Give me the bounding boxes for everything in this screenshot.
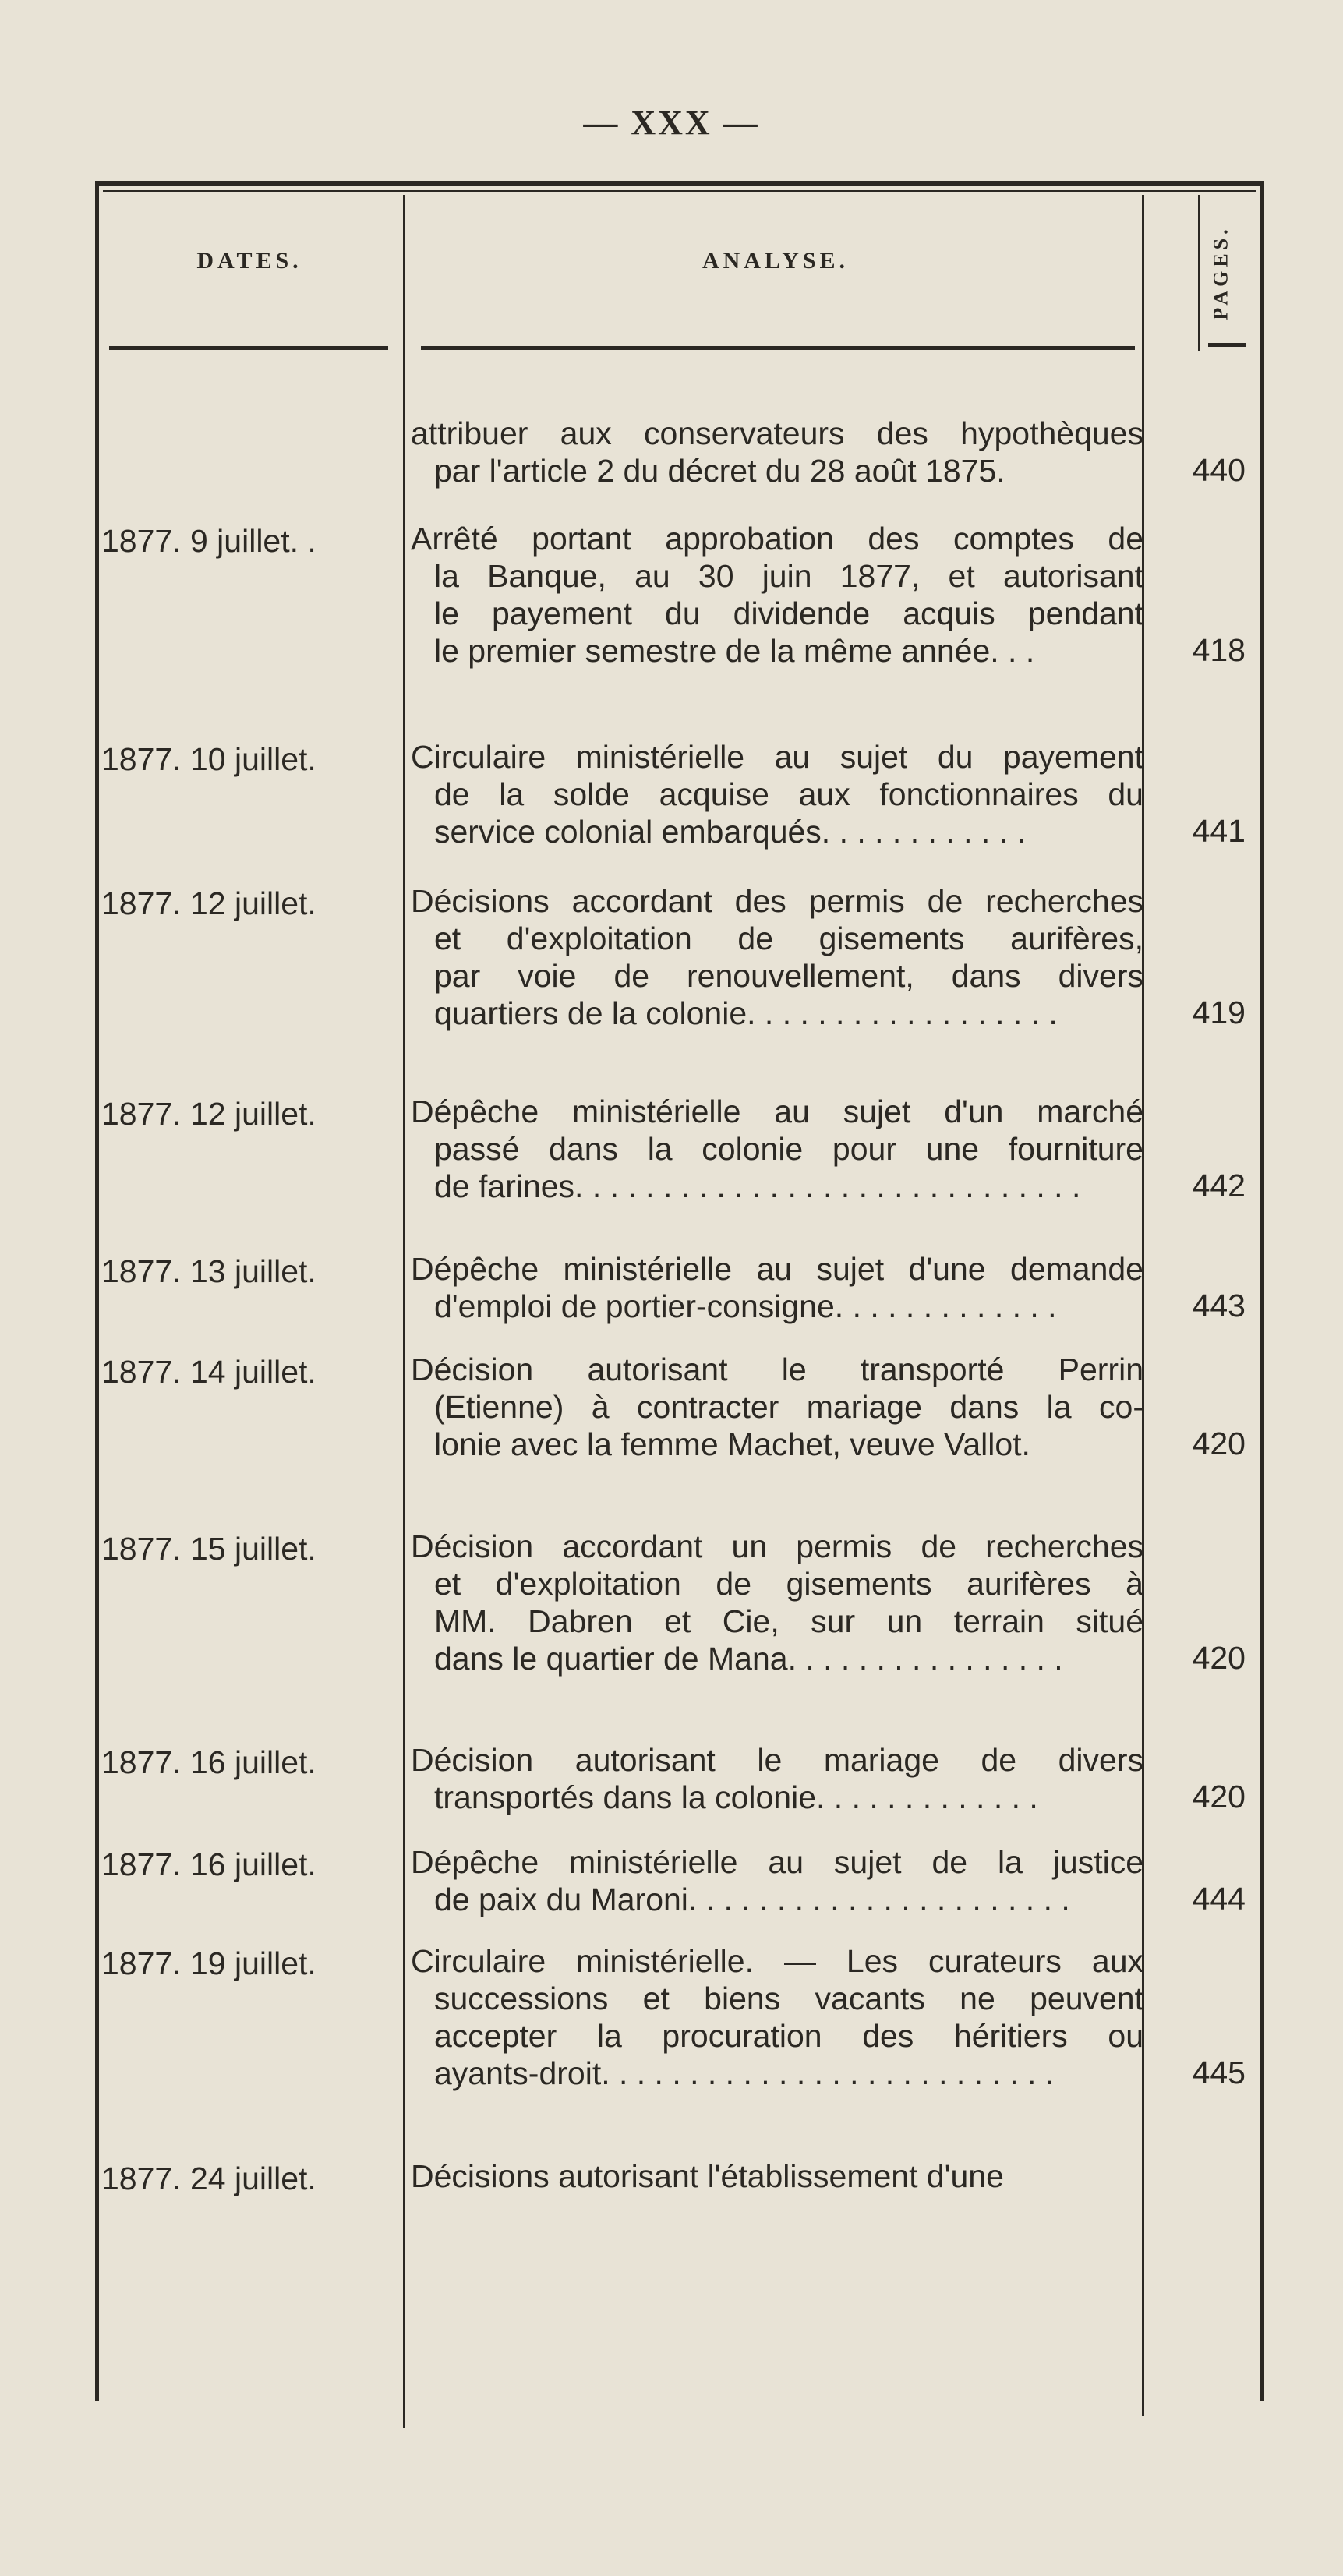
analysis-line: attribuer aux conservateurs des hypothèques bbox=[411, 415, 1143, 451]
entry-analysis bbox=[411, 882, 1143, 1032]
analysis-line: successions et biens vacants ne peuvent bbox=[434, 1981, 1143, 2016]
analysis-line: ayants-droit. . . . . . . . . . . . . . . . . . . . . . . . . . bbox=[434, 2055, 1055, 2091]
analysis-line: de farines. . . . . . . . . . . . . . . . . . . . . . . . . . . . . bbox=[434, 1168, 1081, 1204]
analysis-line: Décisions autorisant l'établissement d'une bbox=[411, 2158, 1004, 2194]
entry-analysis bbox=[411, 1528, 1143, 1677]
analysis-line: de la solde acquise aux fonctionnaires du bbox=[434, 776, 1143, 812]
analysis-line: (Etienne) à contracter mariage dans la co- bbox=[434, 1389, 1143, 1425]
entry-page: 444 bbox=[1192, 1881, 1246, 1917]
analysis-line: le premier semestre de la même année. . . bbox=[434, 633, 1035, 669]
analysis-line: Circulaire ministérielle. — Les curateurs aux bbox=[411, 1943, 1143, 1979]
analysis-line: dans le quartier de Mana. . . . . . . . . . . . . . . . bbox=[434, 1641, 1063, 1677]
entry-page: 420 bbox=[1192, 1640, 1246, 1676]
header-analyse: ANALYSE. bbox=[702, 248, 850, 274]
entry-page: 440 bbox=[1192, 452, 1246, 488]
entry-date: 1877. 16 juillet. bbox=[101, 1846, 316, 1882]
header-rule-analyse bbox=[421, 346, 1135, 350]
analysis-line: le payement du dividende acquis pendant bbox=[434, 595, 1143, 631]
analysis-line: lonie avec la femme Machet, veuve Vallot. bbox=[434, 1426, 1030, 1462]
entry-analysis bbox=[411, 2157, 1143, 2195]
analysis-line: Décision autorisant le mariage de divers bbox=[411, 1742, 1143, 1778]
entry-page: 420 bbox=[1192, 1426, 1246, 1461]
analysis-line: Circulaire ministérielle au sujet du payement bbox=[411, 739, 1143, 775]
header-pages: PAGES. bbox=[1210, 225, 1233, 320]
entry-page: 420 bbox=[1192, 1779, 1246, 1815]
analysis-line: par voie de renouvellement, dans divers bbox=[434, 958, 1143, 994]
analysis-line: MM. Dabren et Cie, sur un terrain situé bbox=[434, 1603, 1143, 1639]
entry-date: 1877. 13 juillet. bbox=[101, 1253, 316, 1289]
entry-analysis bbox=[411, 520, 1143, 670]
analysis-line: Décisions accordant des permis de recherches bbox=[411, 883, 1143, 919]
header-dates: DATES. bbox=[196, 248, 302, 274]
entry-analysis bbox=[411, 738, 1143, 850]
entry-analysis bbox=[411, 415, 1143, 489]
analysis-line: Décision autorisant le transporté Perrin bbox=[411, 1352, 1143, 1387]
entry-date: 1877. 14 juillet. bbox=[101, 1354, 316, 1390]
entry-date: 1877. 9 juillet. . bbox=[101, 523, 316, 559]
analysis-line: Dépêche ministérielle au sujet d'une demande bbox=[411, 1251, 1143, 1287]
entry-date: 1877. 15 juillet. bbox=[101, 1531, 316, 1567]
column-divider-dates bbox=[403, 195, 405, 2428]
entry-analysis bbox=[411, 1250, 1143, 1325]
analysis-line: Décision accordant un permis de recherches bbox=[411, 1528, 1143, 1564]
entry-date: 1877. 12 juillet. bbox=[101, 1096, 316, 1132]
analysis-line: transportés dans la colonie. . . . . . . . . . . . . bbox=[434, 1779, 1038, 1815]
analysis-line: de paix du Maroni. . . . . . . . . . . . . . . . . . . . . . bbox=[434, 1882, 1070, 1917]
entry-page: 445 bbox=[1192, 2055, 1246, 2090]
analysis-line: d'emploi de portier-consigne. . . . . . . . . . . . . bbox=[434, 1288, 1057, 1324]
analysis-line: service colonial embarqués. . . . . . . . . . . . bbox=[434, 814, 1026, 850]
analysis-line: et d'exploitation de gisements aurifères à bbox=[434, 1566, 1143, 1602]
entry-analysis bbox=[411, 1843, 1143, 1918]
analysis-line: Arrêté portant approbation des comptes de bbox=[411, 521, 1143, 557]
entry-analysis bbox=[411, 1093, 1143, 1205]
page-number: — XXX — bbox=[583, 104, 760, 142]
entry-date: 1877. 10 juillet. bbox=[101, 741, 316, 777]
entry-date: 1877. 12 juillet. bbox=[101, 885, 316, 921]
entry-page: 419 bbox=[1192, 995, 1246, 1030]
entry-date: 1877. 19 juillet. bbox=[101, 1945, 316, 1981]
analysis-line: par l'article 2 du décret du 28 août 1875. bbox=[434, 453, 1005, 489]
analysis-line: Dépêche ministérielle au sujet d'un marché bbox=[411, 1094, 1143, 1129]
analysis-line: passé dans la colonie pour une fourniture bbox=[434, 1131, 1143, 1167]
entry-date: 1877. 16 juillet. bbox=[101, 1744, 316, 1780]
analysis-line: Dépêche ministérielle au sujet de la justice bbox=[411, 1844, 1143, 1880]
entry-page: 441 bbox=[1192, 813, 1246, 849]
analysis-line: quartiers de la colonie. . . . . . . . . . . . . . . . . . bbox=[434, 995, 1058, 1031]
header-rule-dates bbox=[109, 346, 388, 350]
entry-analysis bbox=[411, 1942, 1143, 2092]
analysis-line: et d'exploitation de gisements aurifères, bbox=[434, 921, 1143, 956]
entry-date: 1877. 24 juillet. bbox=[101, 2161, 316, 2196]
entry-page: 418 bbox=[1192, 632, 1246, 668]
header-rule-pages bbox=[1208, 343, 1246, 347]
analysis-line: la Banque, au 30 juin 1877, et autorisant bbox=[434, 558, 1143, 594]
entry-analysis bbox=[411, 1351, 1143, 1463]
entry-analysis bbox=[411, 1741, 1143, 1816]
analysis-line: accepter la procuration des héritiers ou bbox=[434, 2018, 1143, 2054]
entry-page: 442 bbox=[1192, 1168, 1246, 1203]
entry-page: 443 bbox=[1192, 1288, 1246, 1323]
